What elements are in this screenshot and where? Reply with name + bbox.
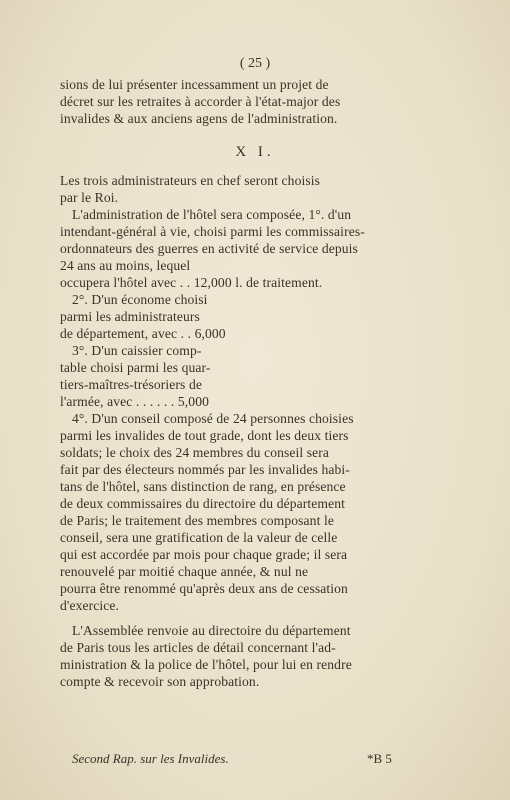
- page-number: ( 25 ): [239, 56, 271, 71]
- text-line: invalides & aux anciens agens de l'administration.: [60, 111, 338, 126]
- text-line: parmi les administrateurs: [60, 309, 200, 324]
- text-line: de Paris; le traitement des membres composant le: [60, 513, 334, 528]
- text-line: tiers-maîtres-trésoriers de: [60, 377, 202, 392]
- text-line: L'administration de l'hôtel sera composée, 1°. d'un: [72, 207, 352, 222]
- text-line: ministration & la police de l'hôtel, pour lui en rendre: [60, 657, 352, 672]
- section-heading: X I.: [235, 144, 275, 160]
- signature-mark: *B 5: [367, 751, 392, 766]
- text-line: d'exercice.: [60, 598, 120, 613]
- text-line: sions de lui présenter incessamment un projet de: [60, 77, 329, 92]
- text-line: fait par des électeurs nommés par les invalides habi-: [60, 462, 350, 477]
- text-line: conseil, sera une gratification de la valeur de celle: [60, 530, 338, 545]
- text-line: décret sur les retraites à accorder à l'état-major des: [60, 94, 341, 109]
- text-line: pourra être renommé qu'après deux ans de cessation: [60, 581, 348, 596]
- text-line: de deux commissaires du directoire du département: [60, 496, 345, 511]
- text-line: tans de l'hôtel, sans distinction de rang, en présence: [60, 479, 346, 494]
- signature-line: Second Rap. sur les Invalides.: [72, 751, 229, 766]
- text-line: Les trois administrateurs en chef seront choisis: [60, 173, 320, 188]
- text-line: parmi les invalides de tout grade, dont les deux tiers: [60, 428, 349, 443]
- text-line: 4°. D'un conseil composé de 24 personnes choisies: [72, 411, 354, 426]
- text-line: 2°. D'un économe choisi: [72, 292, 208, 307]
- text-line: l'armée, avec . . . . . . 5,000: [60, 394, 209, 409]
- text-line: compte & recevoir son approbation.: [60, 674, 260, 689]
- text-line: qui est accordée par mois pour chaque grade; il sera: [60, 547, 348, 562]
- text-line: renouvelé par moitié chaque année, & nul ne: [60, 564, 309, 579]
- text-line: table choisi parmi les quar-: [60, 360, 211, 375]
- text-line: 24 ans au moins, lequel: [60, 258, 191, 273]
- text-line: par le Roi.: [60, 190, 119, 205]
- text-line: occupera l'hôtel avec . . 12,000 l. de traitement.: [60, 275, 323, 290]
- text-line: intendant-général à vie, choisi parmi les commissaires-: [60, 224, 365, 239]
- text-line: de Paris tous les articles de détail concernant l'ad-: [60, 640, 336, 655]
- text-line: soldats; le choix des 24 membres du conseil sera: [60, 445, 330, 460]
- text-line: ordonnateurs des guerres en activité de service depuis: [60, 241, 358, 256]
- text-line: L'Assemblée renvoie au directoire du département: [72, 623, 351, 638]
- text-line: 3°. D'un caissier comp-: [72, 343, 202, 358]
- text-line: de département, avec . . 6,000: [60, 326, 226, 341]
